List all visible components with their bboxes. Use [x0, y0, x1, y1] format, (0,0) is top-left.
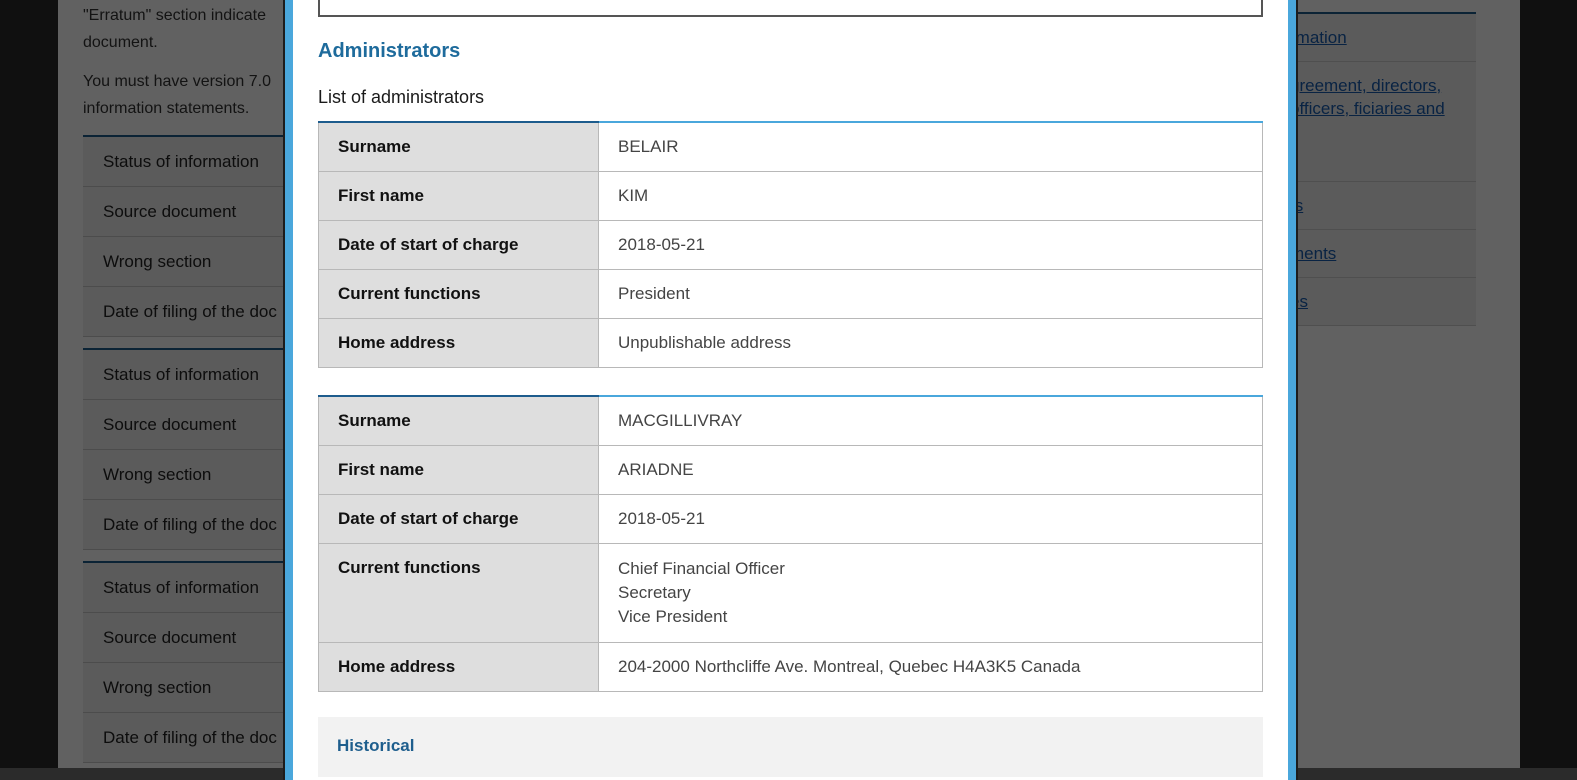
- surname-label: Surname: [319, 396, 599, 445]
- function-item: Chief Financial Officer: [618, 558, 785, 578]
- previous-section-box: [318, 0, 1263, 17]
- administrator-table-2: [318, 395, 1263, 692]
- surname-value: MACGILLIVRAY: [599, 396, 1263, 445]
- table-row: [319, 269, 1263, 318]
- table-row: [319, 642, 1263, 691]
- surname-label: Surname: [319, 122, 599, 171]
- current-functions-label: Current functions: [319, 543, 599, 642]
- function-item: President: [618, 283, 690, 303]
- table-row: [319, 122, 1263, 171]
- table-row: [319, 494, 1263, 543]
- function-item: Secretary: [618, 582, 691, 602]
- home-address-label: Home address: [319, 318, 599, 367]
- administrator-table-1: [318, 121, 1263, 368]
- table-row: [319, 318, 1263, 367]
- modal-content: [318, 0, 1263, 780]
- start-date-value: 2018-05-21: [599, 494, 1263, 543]
- current-functions-label: Current functions: [319, 269, 599, 318]
- table-row: [319, 171, 1263, 220]
- table-row: [319, 396, 1263, 445]
- historical-section[interactable]: [318, 717, 1263, 777]
- home-address-label: Home address: [319, 642, 599, 691]
- table-row: [319, 220, 1263, 269]
- first-name-label: First name: [319, 445, 599, 494]
- historical-label[interactable]: Historical: [337, 736, 415, 755]
- table-row: [319, 543, 1263, 642]
- first-name-value: ARIADNE: [599, 445, 1263, 494]
- current-functions-value: [599, 269, 1263, 318]
- administrators-modal: [285, 0, 1296, 780]
- list-label: List of administrators: [318, 87, 485, 107]
- surname-value: BELAIR: [599, 122, 1263, 171]
- start-date-value: 2018-05-21: [599, 220, 1263, 269]
- function-item: Vice President: [618, 606, 728, 626]
- current-functions-value: [599, 543, 1263, 642]
- table-row: [319, 445, 1263, 494]
- first-name-value: KIM: [599, 171, 1263, 220]
- first-name-label: First name: [319, 171, 599, 220]
- home-address-value: Unpublishable address: [599, 318, 1263, 367]
- start-date-label: Date of start of charge: [319, 494, 599, 543]
- start-date-label: Date of start of charge: [319, 220, 599, 269]
- home-address-value: 204-2000 Northcliffe Ave. Montreal, Quebec H4A3K5 Canada: [599, 642, 1263, 691]
- section-title: Administrators: [318, 40, 461, 62]
